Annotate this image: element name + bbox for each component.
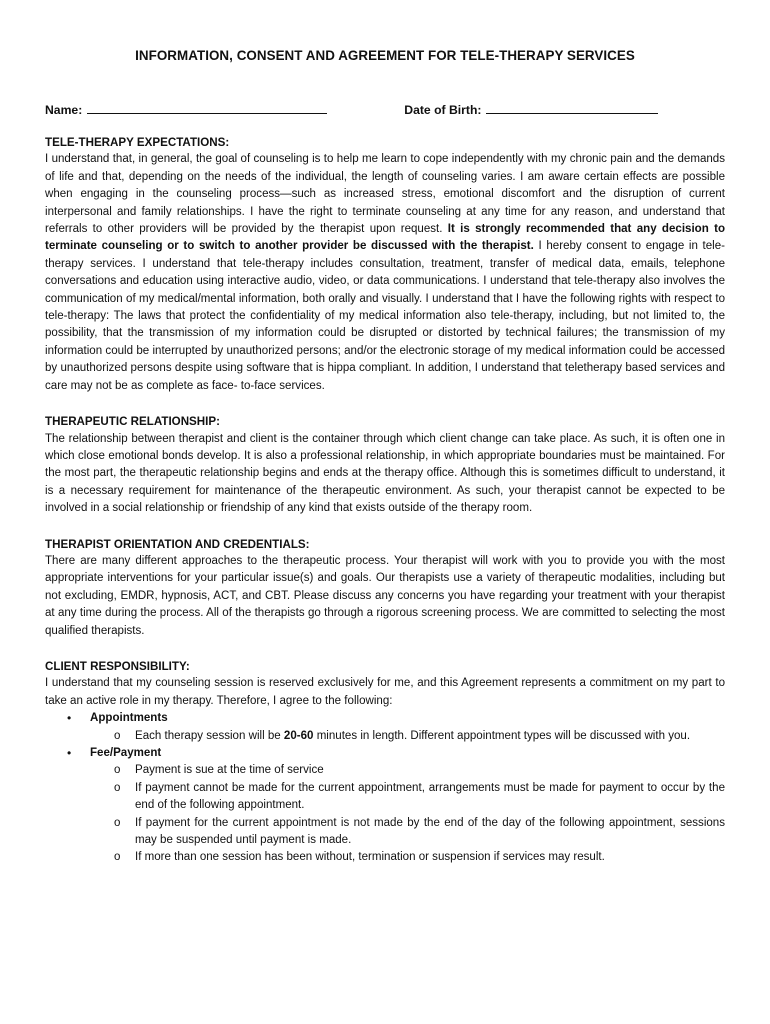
emphasis-text: 20-60: [283, 729, 314, 742]
text-part: I hereby consent to engage in tele-therapy services. I understand that tele-therapy includes consultation, treatment, transfer of medical data, emails, telephone conversations and education using interactive audio, video, or data communications. I understand that tele-therapy also involves the communication of my medical/mental information, both orally and visually. I understand that I have the following rights with respect to tele-therapy: The laws that protect the confidentiality of my medical information also tele-therapy, including, but not limited to, the possibility, that the transmission of my information could be disrupted or distorted by technical failures; the transmission of my information could be interrupted by unauthorized persons; and/or the electronic storage of my medical information could be accessed by unauthorized persons despite using software that is hippa compliant. In addition, I understand that teletherapy based services and care may not be as complete as face- to-face services.: [45, 240, 725, 392]
sub-list: [90, 728, 725, 745]
section-text: The relationship between therapist and client is the container through which client change can take place. As such, it is often one in which close emotional bonds develop. It is also a professional relationship, in which appropriate boundaries must be maintained. For the most part, the therapeutic relationship begins and ends at the therapy office. Although this is sometimes difficult to understand, it is a necessary requirement for maintenance of the therapeutic environment. As such, your therapist cannot be expected to be involved in a social relationship or friendship of any kind that exists outside of the therapy room.: [45, 432, 725, 515]
circle-bullet-icon: o: [114, 764, 121, 777]
text-part: minutes in length. Different appointment types will be discussed with you.: [316, 729, 691, 742]
section-responsibility: [45, 658, 725, 867]
text-part: If more than one session has been without, termination or suspension if services may result.: [135, 851, 605, 864]
sub-list-item: [90, 762, 725, 779]
section-text: There are many different approaches to the therapeutic process. Your therapist will work with you to provide you with the most appropriate interventions for your particular issue(s) and goals. Our therapists use a variety of therapeutic modalities, including but not excluding, EMDR, hypnosis, ACT, and CBT. Please discuss any concerns you have regarding your treatment with your therapist at any time during the process. All of the therapists go through a rigorous screening process. We are committed to selecting the most qualified therapists.: [45, 554, 725, 637]
sub-list: [90, 762, 725, 866]
section-text: I understand that my counseling session is reserved exclusively for me, and this Agreement represents a commitment on my part to take an active role in my therapy. Therefore, I agree to the following:: [45, 677, 725, 707]
agreement-list: [45, 710, 725, 867]
section-expectations: [45, 134, 725, 395]
list-item-label: Appointments: [90, 712, 168, 725]
circle-bullet-icon: o: [114, 816, 121, 829]
dob-label: Date of Birth:: [404, 103, 482, 117]
text-part: If payment for the current appointment is not made by the end of the day of the following appointment, sessions may be suspended until payment is made.: [135, 816, 725, 847]
bullet-icon: •: [67, 746, 72, 760]
section-orientation: [45, 536, 725, 640]
name-dob-row: [45, 103, 725, 117]
text-part: Payment is sue at the time of service: [135, 764, 324, 777]
dob-field[interactable]: [486, 103, 658, 114]
section-heading: TELE-THERAPY EXPECTATIONS:: [45, 136, 230, 149]
name-label: Name:: [45, 103, 83, 117]
emphasis-text: It is strongly recommended that any decision to terminate counseling or to switch to another provider be discussed with the therapist.: [45, 223, 725, 253]
list-item-label: Fee/Payment: [90, 747, 162, 759]
list-item-fee-payment: [45, 745, 725, 867]
sub-list-item: [90, 849, 725, 866]
page-title: INFORMATION, CONSENT AND AGREEMENT FOR TELE-THERAPY SERVICES: [135, 48, 635, 63]
section-heading: CLIENT RESPONSIBILITY:: [45, 659, 190, 673]
sub-list-item: [90, 780, 725, 815]
section-heading: THERAPIST ORIENTATION AND CREDENTIALS:: [45, 537, 310, 551]
list-item-appointments: [45, 710, 725, 745]
section-relationship: [45, 413, 725, 517]
text-part: Each therapy session will be: [135, 729, 281, 742]
circle-bullet-icon: o: [114, 729, 121, 742]
section-text: [45, 151, 725, 395]
text-part: I understand that, in general, the goal of counseling is to help me learn to cope independently with my chronic pain and the demands of life and that, depending on the needs of the individual, the length of counseling varies. I am aware certain effects are possible when engaging in the counseling process—such as increased stress, emotional discomfort and the disruption of current interpersonal and family relationships. I have the right to terminate counseling at any time for any reason, and understand that referrals to other providers will be provided by the therapist upon request.: [45, 153, 725, 236]
text-part: If payment cannot be made for the current appointment, arrangements must be made for payment to occur by the end of the following appointment.: [135, 781, 725, 812]
sub-list-item: [90, 815, 725, 850]
circle-bullet-icon: o: [114, 781, 121, 794]
bullet-icon: •: [67, 711, 72, 726]
sub-list-item: [90, 728, 725, 745]
section-heading: THERAPEUTIC RELATIONSHIP:: [45, 415, 220, 429]
circle-bullet-icon: o: [114, 851, 121, 864]
name-field[interactable]: [87, 103, 327, 114]
